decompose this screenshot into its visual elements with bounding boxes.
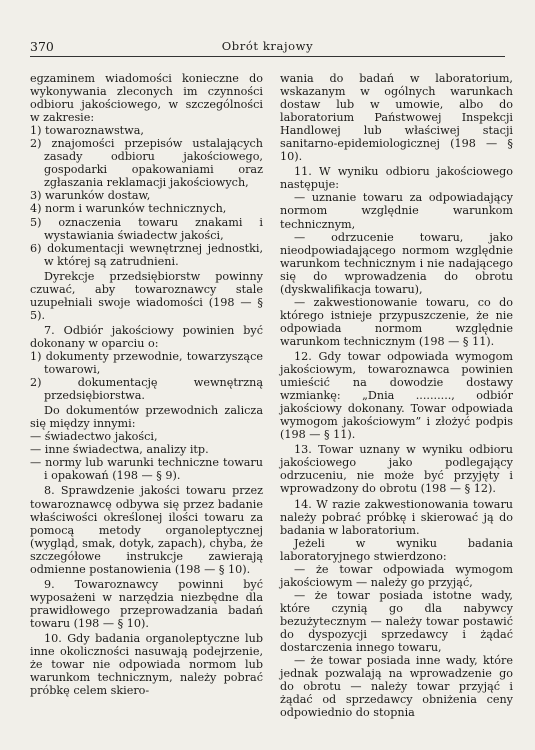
dash-item: — zakwestionowanie towaru, co do którego istnieje przypuszczenie, że nie odpowiada normom względnie warunkom technicznym (198 — § 11). (280, 295, 513, 348)
page-number: 370 (30, 39, 54, 54)
list-item: 5) oznaczenia towaru znakami i wystawiania świadectw jakości, (30, 215, 263, 242)
dash-item: — świadectwo jakości, (30, 430, 158, 444)
section-12: 12. Gdy towar odpowiada wymogom jakościowym, towaroznawca powinien umieścić na dowodzie dostawy wzmiankę: „Dnia .........., odbiór jakościowy dokonany. Towar odpowiada wymogom jakościowym” i złożyć podpis (198 — § 11). (280, 349, 513, 442)
dash-item: — odrzucenie towaru, jako nieodpowiadającego normom względnie warunkom technicznym i nie nadającego się do wprowadzenia do obrotu (dyskwalifikacja towaru), (280, 230, 513, 296)
section-8: 8. Sprawdzenie jakości towaru przez towaroznawcę odbywa się przez badanie właściwości określonej ilości towaru za pomocą metody organoleptycznej (wygląd, smak, dotyk, zapach), chyba, że szczegółowe instrukcje zawierają odmienne postanowienia (198 — § 10). (30, 484, 263, 576)
page-header (30, 38, 505, 57)
left-column (30, 72, 263, 697)
list-item: 2) znajomości przepisów ustalających zasady odbioru jakościowego, gospodarki opakowaniami oraz zgłaszania reklamacji jakościowych, (30, 137, 263, 190)
section-13: 13. Towar uznany w wyniku odbioru jakościowego jako podlegający odrzuceniu, nie może być przyjęty i wprowadzony do obrotu (198 — § 12). (280, 443, 513, 496)
running-title: Obrót krajowy (221, 39, 314, 53)
dash-item: — że towar posiada istotne wady, które czynią go dla nabywcy bezużytecznym — należy towar postawić do dyspozycji sprzedawcy i żądać dostarczenia innego towaru, (280, 588, 513, 655)
list-item: 2) dokumentację wewnętrzną przedsiębiorstwa. (30, 376, 263, 403)
paragraph: egzaminem wiadomości konieczne do wykonywania zleconych im czynności odbioru jakościowego, w szczególności w zakresie: (30, 72, 263, 125)
paragraph: wania do badań w laboratorium, wskazanym w ogólnych warunkach dostaw lub w umowie, albo do laboratorium Państwowej Inspekcji Handlowej lub właściwej stacji sanitarno-epidemiologicznej (198 — § 10). (280, 72, 513, 164)
dash-item: — normy lub warunki techniczne towaru i opakowań (198 — § 9). (30, 456, 263, 483)
paragraph: Dyrekcje przedsiębiorstw powinny czuwać, aby towaroznawcy stale uzupełniali swoje wiadomości (198 — § 5). (30, 269, 263, 322)
section-9: 9. Towaroznawcy powinni być wyposażeni w narzędzia niezbędne dla prawidłowego przeprowadzania badań towaru (198 — § 10). (30, 577, 263, 630)
dash-item: — że towar posiada inne wady, które jednak pozwalają na wprowadzenie go do obrotu — należy towar przyjąć i żądać od sprzedawcy obniżenia ceny odpowiednio do stopnia (280, 654, 513, 720)
section-10: 10. Gdy badania organoleptyczne lub inne okoliczności nasuwają podejrzenie, że towar nie odpowiada normom lub warunkom technicznym, należy pobrać próbkę celem skiero- (30, 631, 263, 698)
dash-item: — że towar odpowiada wymogom jakościowym — należy go przyjąć, (280, 562, 513, 589)
paragraph: Jeżeli w wyniku badania laboratoryjnego stwierdzono: (280, 536, 513, 563)
list-item: 3) warunków dostaw, (30, 189, 151, 203)
section-7: 7. Odbiór jakościowy powinien być dokonany w oparciu o: (30, 323, 263, 350)
right-column (280, 72, 513, 719)
list-item: 6) dokumentacji wewnętrznej jednostki, w której są zatrudnieni. (30, 241, 263, 268)
section-14: 14. W razie zakwestionowania towaru należy pobrać próbkę i skierować ją do badania w laboratorium. (280, 497, 513, 537)
list-item: 4) norm i warunków technicznych, (30, 202, 227, 216)
dash-item: — uznanie towaru za odpowiadający normom względnie warunkom technicznym, (280, 191, 513, 231)
list-item: 1) dokumenty przewodnie, towarzyszące towarowi, (30, 349, 263, 377)
section-11: 11. W wyniku odbioru jakościowego następuje: (280, 165, 513, 192)
list-item: 1) towaroznawstwa, (30, 124, 144, 138)
dash-item: — inne świadectwa, analizy itp. (30, 443, 209, 457)
paragraph: Do dokumentów przewodnich zalicza się między innymi: (30, 404, 263, 431)
